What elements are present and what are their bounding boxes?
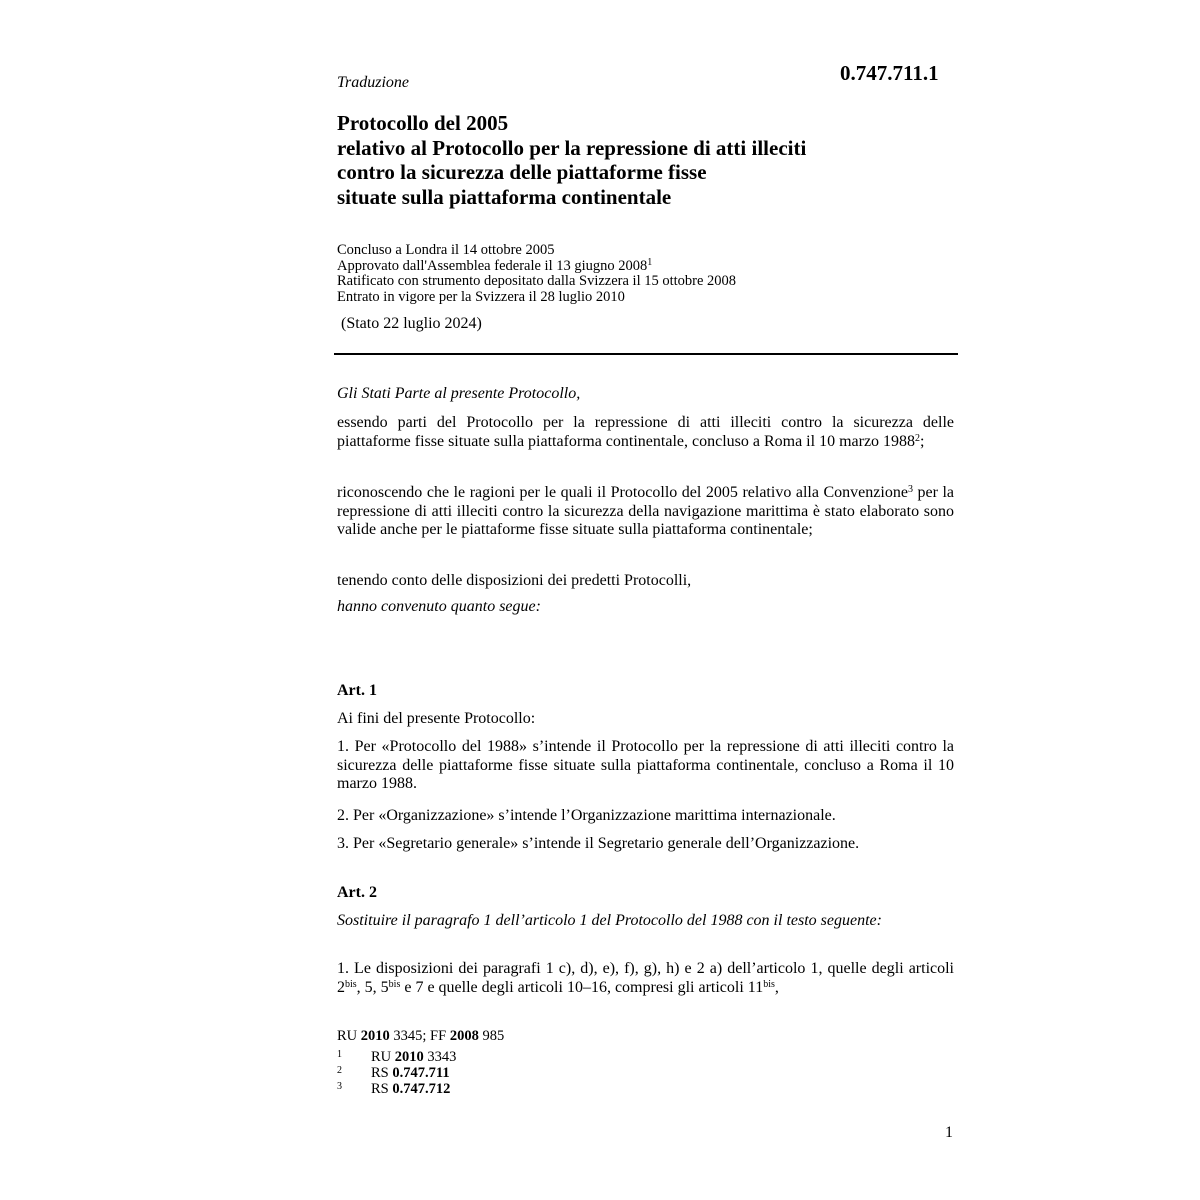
article-2-paragraph: 1. Le disposizioni dei paragrafi 1 c), d), e), f), g), h) e 2 a) dell’articolo 1, quelle degli articoli $2^{bis}$, 5, $5^{bis}$ e 7 e quelle degli articoli 10–16, compresi gli articoli $11^{bis}$, xyxy=(337,960,954,996)
preamble-paragraph: essendo parti del Protocollo per la repressione di atti illeciti contro la sicurezza delle piattaforme fisse situate sulla piattaforma continentale, concluso a Roma il 10 marzo 1988$^2$; xyxy=(337,414,954,450)
article-1-intro: Ai fini del presente Protocollo: xyxy=(337,710,536,727)
status-date: (Stato 22 luglio 2024) xyxy=(341,315,482,332)
footnote-ref[interactable]: 1 xyxy=(647,256,653,268)
treaty-metadata xyxy=(337,243,957,305)
in-force-line: Entrato in vigore per la Svizzera il 28 luglio 2010 xyxy=(337,288,625,305)
article-1-item: 2. Per «Organizzazione» s’intende l’Organizzazione marittima internazionale. xyxy=(337,807,836,824)
footnote-ref[interactable]: 2 xyxy=(915,432,921,444)
title-line: relativo al Protocollo per la repressione di atti illeciti xyxy=(337,135,807,160)
header-divider xyxy=(334,353,958,355)
translation-label: Traduzione xyxy=(337,74,410,91)
approved-line: Approvato dall'Assemblea federale il 13 giugno 2008$^1$ xyxy=(337,256,653,274)
footnote: 1 RU 2010 3343 xyxy=(337,1049,457,1065)
article-2-instruction: Sostituire il paragrafo 1 dell’articolo 1 del Protocollo del 1988 con il testo seguente: xyxy=(337,912,882,929)
title-line: situate sulla piattaforma continentale xyxy=(337,184,672,209)
sr-number: 0.747.711.1 xyxy=(840,61,939,85)
footnote: 2 RS 0.747.711 xyxy=(337,1065,450,1081)
page-number: 1 xyxy=(945,1124,953,1141)
article-1-item: 3. Per «Segretario generale» s’intende il Segretario generale dell’Organizzazione. xyxy=(337,835,860,852)
article-1-item: 1. Per «Protocollo del 1988» s’intende il Protocollo per la repressione di atti illeciti contro la sicurezza delle piattaforme fisse situate sulla piattaforma continentale, concluso a Roma il 10 marzo 1988. xyxy=(337,738,954,793)
preamble-paragraph: riconoscendo che le ragioni per le quali il Protocollo del 2005 relativo alla Convenzione$^3$ per la repressione di atti illeciti contro la sicurezza della navigazione marittima è stato elaborato sono valide anche per le piattaforme fisse situate sulla piattaforma continentale; xyxy=(337,484,955,539)
source-reference: RU 2010 3345; FF 2008 985 xyxy=(337,1028,505,1044)
ratified-line: Ratificato con strumento depositato dalla Svizzera il 15 ottobre 2008 xyxy=(337,273,737,290)
article-2-heading: Art. 2 xyxy=(337,884,377,901)
title-line: Protocollo del 2005 xyxy=(337,111,509,135)
footnote-ref[interactable]: 3 xyxy=(907,484,913,495)
document-title xyxy=(337,111,957,209)
preamble-paragraph: tenendo conto delle disposizioni dei predetti Protocolli, xyxy=(337,572,692,589)
preamble-closing: hanno convenuto quanto segue: xyxy=(337,598,541,615)
footnote: 3 RS 0.747.712 xyxy=(337,1081,451,1097)
title-line: contro la sicurezza delle piattaforme fisse xyxy=(337,160,707,184)
concluded-line: Concluso a Londra il 14 ottobre 2005 xyxy=(337,242,555,258)
preamble-intro: Gli Stati Parte al presente Protocollo, xyxy=(337,385,581,402)
article-1-heading: Art. 1 xyxy=(337,682,377,699)
